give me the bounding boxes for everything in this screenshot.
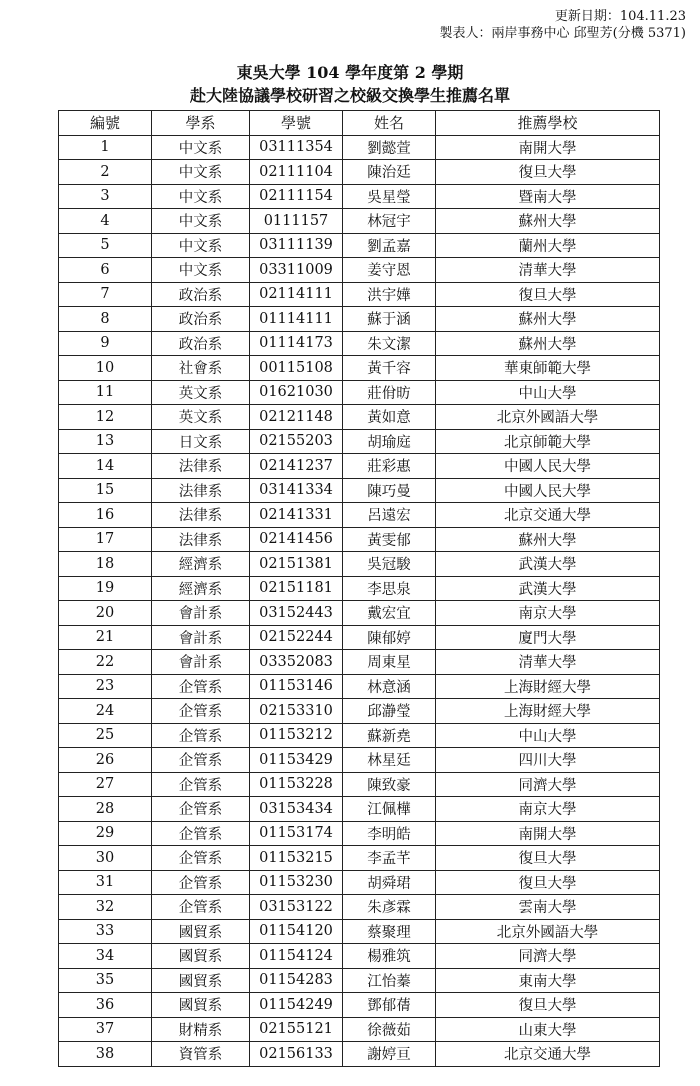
cell-student-id: 02155121 bbox=[250, 1017, 343, 1042]
table-row bbox=[59, 258, 660, 283]
cell-student-id: 02153310 bbox=[250, 699, 343, 724]
cell-school: 南開大學 bbox=[436, 821, 660, 846]
table-row bbox=[59, 748, 660, 773]
cell-department: 中文系 bbox=[152, 160, 250, 185]
cell-number: 15 bbox=[59, 478, 152, 503]
cell-name: 江怡蓁 bbox=[343, 968, 436, 993]
cell-name: 戴宏宜 bbox=[343, 601, 436, 626]
cell-school: 北京師範大學 bbox=[436, 429, 660, 454]
table-row bbox=[59, 846, 660, 871]
cell-number: 17 bbox=[59, 527, 152, 552]
table-header-row bbox=[59, 111, 660, 136]
table-row bbox=[59, 552, 660, 577]
cell-school: 北京交通大學 bbox=[436, 1042, 660, 1067]
table-row bbox=[59, 576, 660, 601]
cell-department: 企管系 bbox=[152, 699, 250, 724]
cell-name: 洪宇嬅 bbox=[343, 282, 436, 307]
cell-student-id: 0111157 bbox=[250, 209, 343, 234]
table-row bbox=[59, 209, 660, 234]
cell-number: 26 bbox=[59, 748, 152, 773]
cell-school: 上海財經大學 bbox=[436, 699, 660, 724]
cell-department: 企管系 bbox=[152, 723, 250, 748]
cell-student-id: 02151181 bbox=[250, 576, 343, 601]
cell-school: 清華大學 bbox=[436, 258, 660, 283]
cell-number: 1 bbox=[59, 135, 152, 160]
cell-number: 31 bbox=[59, 870, 152, 895]
cell-number: 30 bbox=[59, 846, 152, 871]
cell-department: 英文系 bbox=[152, 405, 250, 430]
cell-number: 5 bbox=[59, 233, 152, 258]
cell-student-id: 02156133 bbox=[250, 1042, 343, 1067]
table-row bbox=[59, 993, 660, 1018]
cell-number: 2 bbox=[59, 160, 152, 185]
cell-student-id: 02141237 bbox=[250, 454, 343, 479]
cell-student-id: 03153434 bbox=[250, 797, 343, 822]
cell-number: 4 bbox=[59, 209, 152, 234]
cell-student-id: 01621030 bbox=[250, 380, 343, 405]
maker-contact: 製表人：兩岸事務中心 邱聖芳(分機 5371) bbox=[439, 26, 686, 41]
cell-number: 8 bbox=[59, 307, 152, 332]
cell-student-id: 01153212 bbox=[250, 723, 343, 748]
cell-name: 蘇于涵 bbox=[343, 307, 436, 332]
cell-school: 中山大學 bbox=[436, 723, 660, 748]
cell-school: 蘇州大學 bbox=[436, 527, 660, 552]
cell-student-id: 02141456 bbox=[250, 527, 343, 552]
cell-name: 吳星瑩 bbox=[343, 184, 436, 209]
cell-student-id: 01154120 bbox=[250, 919, 343, 944]
cell-school: 復旦大學 bbox=[436, 282, 660, 307]
cell-number: 19 bbox=[59, 576, 152, 601]
cell-school: 山東大學 bbox=[436, 1017, 660, 1042]
cell-number: 25 bbox=[59, 723, 152, 748]
cell-school: 四川大學 bbox=[436, 748, 660, 773]
cell-school: 復旦大學 bbox=[436, 160, 660, 185]
table-row bbox=[59, 674, 660, 699]
table-row bbox=[59, 160, 660, 185]
cell-student-id: 01114111 bbox=[250, 307, 343, 332]
cell-school: 蘇州大學 bbox=[436, 307, 660, 332]
header-name: 姓名 bbox=[343, 111, 436, 136]
cell-department: 中文系 bbox=[152, 258, 250, 283]
cell-name: 胡瑜庭 bbox=[343, 429, 436, 454]
cell-school: 中國人民大學 bbox=[436, 478, 660, 503]
table-row bbox=[59, 135, 660, 160]
cell-name: 吳冠駿 bbox=[343, 552, 436, 577]
cell-number: 9 bbox=[59, 331, 152, 356]
cell-student-id: 03111139 bbox=[250, 233, 343, 258]
cell-department: 社會系 bbox=[152, 356, 250, 381]
cell-number: 14 bbox=[59, 454, 152, 479]
cell-name: 陳郁婷 bbox=[343, 625, 436, 650]
cell-department: 國貿系 bbox=[152, 919, 250, 944]
table-row bbox=[59, 331, 660, 356]
table-row bbox=[59, 307, 660, 332]
cell-name: 周東星 bbox=[343, 650, 436, 675]
cell-number: 23 bbox=[59, 674, 152, 699]
cell-department: 企管系 bbox=[152, 895, 250, 920]
cell-department: 中文系 bbox=[152, 135, 250, 160]
table-row bbox=[59, 356, 660, 381]
cell-name: 徐薇茹 bbox=[343, 1017, 436, 1042]
cell-department: 企管系 bbox=[152, 748, 250, 773]
cell-department: 中文系 bbox=[152, 184, 250, 209]
cell-student-id: 01153215 bbox=[250, 846, 343, 871]
student-table bbox=[58, 110, 660, 1067]
cell-student-id: 01154249 bbox=[250, 993, 343, 1018]
cell-name: 朱彥霖 bbox=[343, 895, 436, 920]
cell-number: 16 bbox=[59, 503, 152, 528]
cell-name: 李思泉 bbox=[343, 576, 436, 601]
cell-department: 英文系 bbox=[152, 380, 250, 405]
cell-student-id: 02114111 bbox=[250, 282, 343, 307]
cell-name: 黃雯郁 bbox=[343, 527, 436, 552]
cell-department: 企管系 bbox=[152, 772, 250, 797]
table-row bbox=[59, 233, 660, 258]
cell-student-id: 02152244 bbox=[250, 625, 343, 650]
cell-number: 10 bbox=[59, 356, 152, 381]
cell-number: 35 bbox=[59, 968, 152, 993]
cell-name: 陳巧曼 bbox=[343, 478, 436, 503]
table-row bbox=[59, 527, 660, 552]
cell-number: 34 bbox=[59, 944, 152, 969]
update-date: 更新日期：104.11.23 bbox=[554, 9, 686, 24]
table-row bbox=[59, 429, 660, 454]
cell-school: 廈門大學 bbox=[436, 625, 660, 650]
table-row bbox=[59, 870, 660, 895]
cell-name: 林冠宇 bbox=[343, 209, 436, 234]
cell-department: 法律系 bbox=[152, 503, 250, 528]
table-row bbox=[59, 919, 660, 944]
document-title: 東吳大學 104 學年度第 2 學期 bbox=[236, 63, 464, 82]
cell-student-id: 02121148 bbox=[250, 405, 343, 430]
cell-department: 國貿系 bbox=[152, 944, 250, 969]
cell-student-id: 01153174 bbox=[250, 821, 343, 846]
cell-department: 政治系 bbox=[152, 307, 250, 332]
cell-school: 復旦大學 bbox=[436, 993, 660, 1018]
cell-number: 24 bbox=[59, 699, 152, 724]
cell-name: 莊彩惠 bbox=[343, 454, 436, 479]
header-student-id: 學號 bbox=[250, 111, 343, 136]
cell-student-id: 02111104 bbox=[250, 160, 343, 185]
cell-department: 政治系 bbox=[152, 282, 250, 307]
cell-student-id: 03153122 bbox=[250, 895, 343, 920]
cell-name: 陳致豪 bbox=[343, 772, 436, 797]
cell-department: 日文系 bbox=[152, 429, 250, 454]
cell-student-id: 02111154 bbox=[250, 184, 343, 209]
cell-number: 29 bbox=[59, 821, 152, 846]
cell-name: 江佩樺 bbox=[343, 797, 436, 822]
cell-student-id: 01154283 bbox=[250, 968, 343, 993]
cell-student-id: 00115108 bbox=[250, 356, 343, 381]
table-row bbox=[59, 944, 660, 969]
table-row bbox=[59, 797, 660, 822]
cell-department: 中文系 bbox=[152, 209, 250, 234]
cell-number: 38 bbox=[59, 1042, 152, 1067]
cell-name: 楊雅筑 bbox=[343, 944, 436, 969]
cell-department: 會計系 bbox=[152, 601, 250, 626]
table-body bbox=[59, 135, 660, 1066]
cell-school: 蘭州大學 bbox=[436, 233, 660, 258]
cell-department: 會計系 bbox=[152, 650, 250, 675]
table-row bbox=[59, 772, 660, 797]
cell-school: 上海財經大學 bbox=[436, 674, 660, 699]
cell-school: 北京交通大學 bbox=[436, 503, 660, 528]
cell-school: 北京外國語大學 bbox=[436, 405, 660, 430]
cell-department: 經濟系 bbox=[152, 552, 250, 577]
cell-student-id: 01114173 bbox=[250, 331, 343, 356]
cell-number: 11 bbox=[59, 380, 152, 405]
header-department: 學系 bbox=[152, 111, 250, 136]
table-row bbox=[59, 478, 660, 503]
cell-student-id: 01153146 bbox=[250, 674, 343, 699]
cell-number: 28 bbox=[59, 797, 152, 822]
cell-school: 同濟大學 bbox=[436, 772, 660, 797]
cell-name: 胡舜珺 bbox=[343, 870, 436, 895]
cell-department: 財精系 bbox=[152, 1017, 250, 1042]
cell-department: 法律系 bbox=[152, 454, 250, 479]
cell-school: 復旦大學 bbox=[436, 846, 660, 871]
cell-student-id: 03111354 bbox=[250, 135, 343, 160]
cell-department: 企管系 bbox=[152, 846, 250, 871]
cell-name: 劉孟嘉 bbox=[343, 233, 436, 258]
cell-student-id: 01153228 bbox=[250, 772, 343, 797]
cell-department: 企管系 bbox=[152, 821, 250, 846]
table-row bbox=[59, 625, 660, 650]
table-row bbox=[59, 184, 660, 209]
cell-department: 企管系 bbox=[152, 674, 250, 699]
cell-school: 華東師範大學 bbox=[436, 356, 660, 381]
cell-name: 鄧郁蒨 bbox=[343, 993, 436, 1018]
cell-department: 中文系 bbox=[152, 233, 250, 258]
cell-student-id: 03152443 bbox=[250, 601, 343, 626]
document-subtitle: 赴大陸協議學校研習之校級交換學生推薦名單 bbox=[189, 86, 510, 105]
cell-student-id: 02151381 bbox=[250, 552, 343, 577]
table-row bbox=[59, 821, 660, 846]
cell-student-id: 01153429 bbox=[250, 748, 343, 773]
cell-school: 復旦大學 bbox=[436, 870, 660, 895]
cell-school: 暨南大學 bbox=[436, 184, 660, 209]
cell-school: 南京大學 bbox=[436, 601, 660, 626]
cell-name: 呂遠宏 bbox=[343, 503, 436, 528]
cell-student-id: 03141334 bbox=[250, 478, 343, 503]
cell-department: 政治系 bbox=[152, 331, 250, 356]
cell-department: 經濟系 bbox=[152, 576, 250, 601]
cell-number: 12 bbox=[59, 405, 152, 430]
cell-number: 7 bbox=[59, 282, 152, 307]
cell-number: 21 bbox=[59, 625, 152, 650]
cell-number: 6 bbox=[59, 258, 152, 283]
cell-name: 李孟芊 bbox=[343, 846, 436, 871]
table-row bbox=[59, 503, 660, 528]
cell-name: 蔡聚理 bbox=[343, 919, 436, 944]
cell-department: 企管系 bbox=[152, 797, 250, 822]
cell-school: 中國人民大學 bbox=[436, 454, 660, 479]
cell-school: 北京外國語大學 bbox=[436, 919, 660, 944]
cell-school: 武漢大學 bbox=[436, 576, 660, 601]
table-row bbox=[59, 282, 660, 307]
table-row bbox=[59, 1042, 660, 1067]
cell-department: 法律系 bbox=[152, 478, 250, 503]
cell-department: 會計系 bbox=[152, 625, 250, 650]
table-row bbox=[59, 968, 660, 993]
cell-number: 13 bbox=[59, 429, 152, 454]
table-row bbox=[59, 380, 660, 405]
cell-name: 林星廷 bbox=[343, 748, 436, 773]
cell-name: 朱文潔 bbox=[343, 331, 436, 356]
cell-student-id: 03352083 bbox=[250, 650, 343, 675]
table-row bbox=[59, 895, 660, 920]
cell-school: 清華大學 bbox=[436, 650, 660, 675]
cell-student-id: 02141331 bbox=[250, 503, 343, 528]
cell-student-id: 01153230 bbox=[250, 870, 343, 895]
cell-student-id: 02155203 bbox=[250, 429, 343, 454]
cell-number: 36 bbox=[59, 993, 152, 1018]
cell-school: 中山大學 bbox=[436, 380, 660, 405]
cell-school: 蘇州大學 bbox=[436, 209, 660, 234]
cell-name: 陳治廷 bbox=[343, 160, 436, 185]
cell-name: 謝婷亘 bbox=[343, 1042, 436, 1067]
cell-department: 國貿系 bbox=[152, 993, 250, 1018]
table-row bbox=[59, 601, 660, 626]
cell-school: 同濟大學 bbox=[436, 944, 660, 969]
cell-number: 18 bbox=[59, 552, 152, 577]
cell-number: 33 bbox=[59, 919, 152, 944]
cell-name: 莊佾昉 bbox=[343, 380, 436, 405]
cell-school: 南京大學 bbox=[436, 797, 660, 822]
table-row bbox=[59, 405, 660, 430]
cell-name: 邱瀞瑩 bbox=[343, 699, 436, 724]
cell-number: 3 bbox=[59, 184, 152, 209]
table-row bbox=[59, 699, 660, 724]
cell-school: 武漢大學 bbox=[436, 552, 660, 577]
table-row bbox=[59, 723, 660, 748]
cell-number: 32 bbox=[59, 895, 152, 920]
cell-department: 企管系 bbox=[152, 870, 250, 895]
table-row bbox=[59, 1017, 660, 1042]
cell-student-id: 03311009 bbox=[250, 258, 343, 283]
cell-number: 37 bbox=[59, 1017, 152, 1042]
cell-name: 劉懿萱 bbox=[343, 135, 436, 160]
cell-name: 黃千容 bbox=[343, 356, 436, 381]
cell-department: 法律系 bbox=[152, 527, 250, 552]
cell-school: 東南大學 bbox=[436, 968, 660, 993]
cell-department: 資管系 bbox=[152, 1042, 250, 1067]
cell-school: 雲南大學 bbox=[436, 895, 660, 920]
cell-number: 22 bbox=[59, 650, 152, 675]
table-row bbox=[59, 650, 660, 675]
table-row bbox=[59, 454, 660, 479]
cell-name: 姜守恩 bbox=[343, 258, 436, 283]
cell-number: 20 bbox=[59, 601, 152, 626]
cell-name: 李明皓 bbox=[343, 821, 436, 846]
cell-name: 林意涵 bbox=[343, 674, 436, 699]
cell-school: 蘇州大學 bbox=[436, 331, 660, 356]
header-number: 編號 bbox=[59, 111, 152, 136]
cell-student-id: 01154124 bbox=[250, 944, 343, 969]
cell-number: 27 bbox=[59, 772, 152, 797]
cell-department: 國貿系 bbox=[152, 968, 250, 993]
cell-name: 蘇新堯 bbox=[343, 723, 436, 748]
cell-name: 黃如意 bbox=[343, 405, 436, 430]
header-school: 推薦學校 bbox=[436, 111, 660, 136]
cell-school: 南開大學 bbox=[436, 135, 660, 160]
